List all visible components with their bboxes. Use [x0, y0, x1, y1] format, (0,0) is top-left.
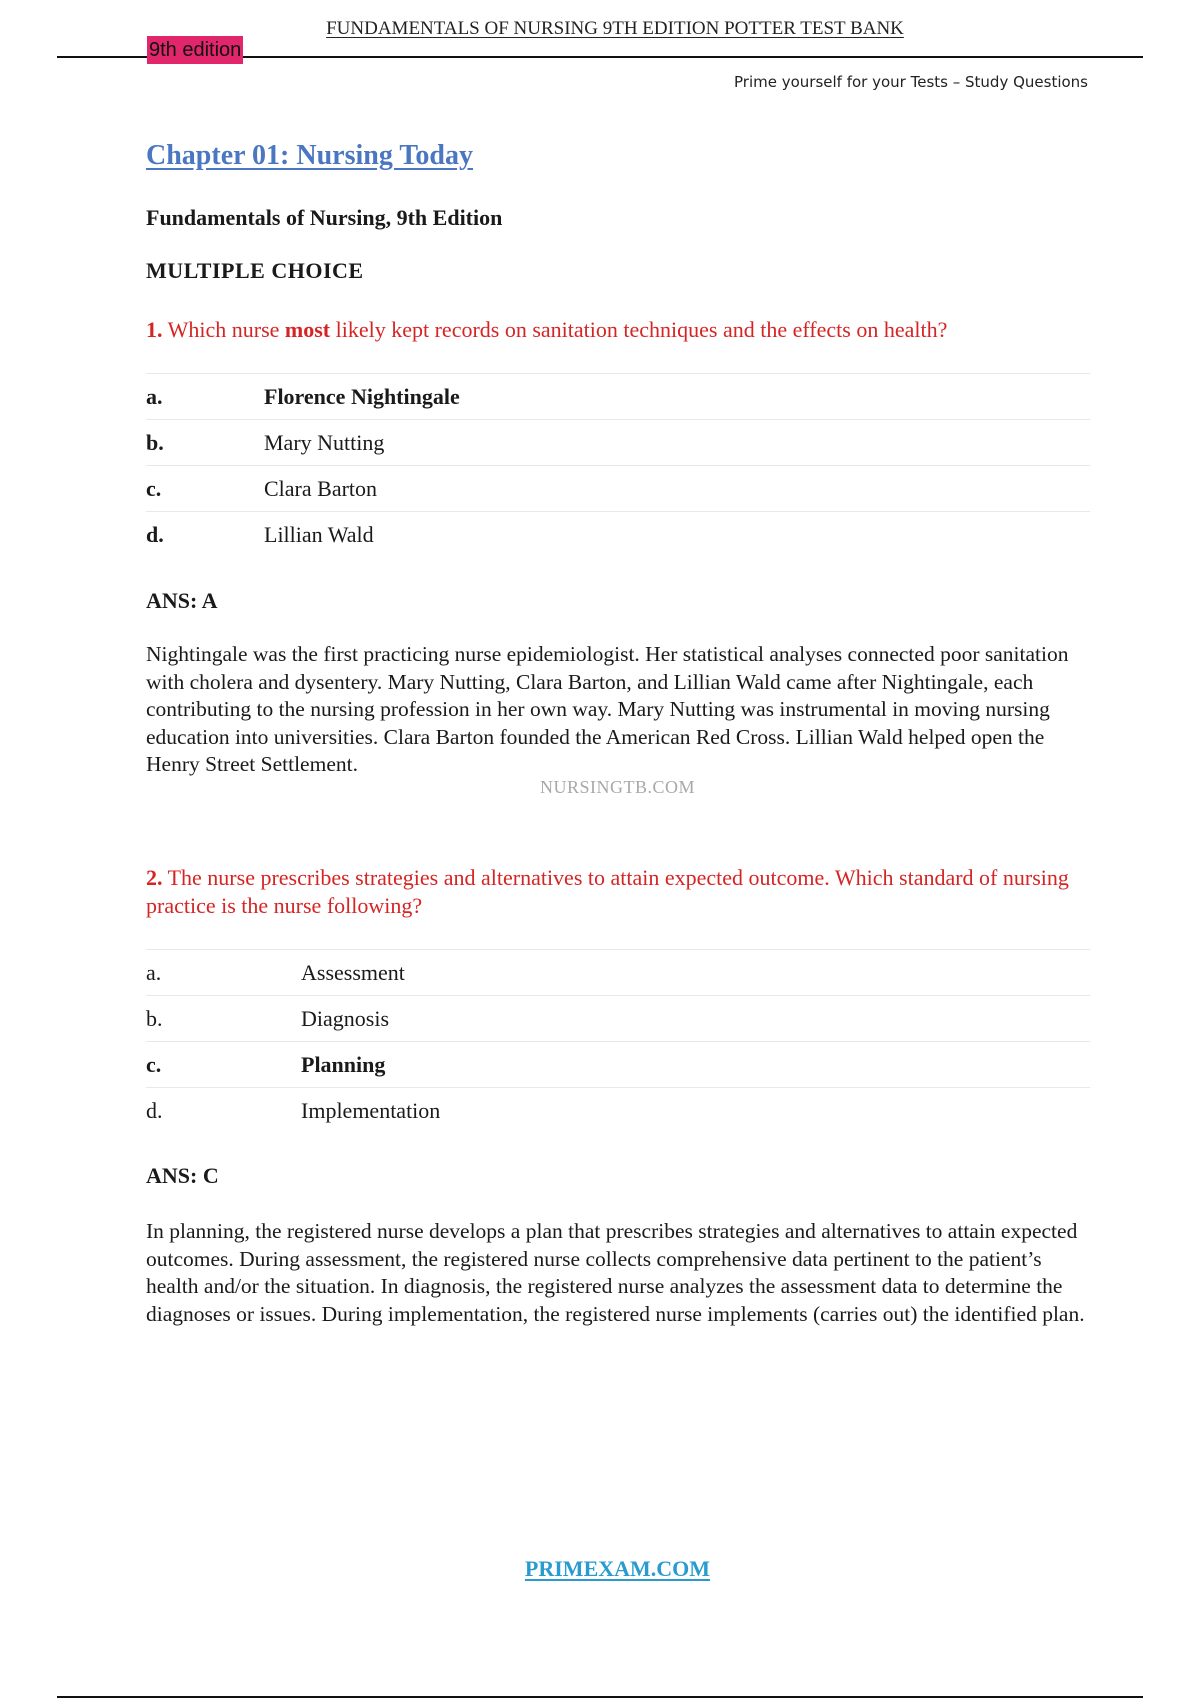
- question-2-answer: ANS: C: [146, 1163, 219, 1188]
- question-1-answer: ANS: A: [146, 588, 218, 613]
- choice-text: Assessment: [301, 960, 405, 985]
- question-number: 1.: [146, 317, 163, 342]
- choice-text: Planning: [301, 1052, 386, 1077]
- choice-text: Lillian Wald: [264, 522, 374, 547]
- choice-row: [146, 373, 1090, 419]
- choice-letter: a.: [146, 960, 162, 985]
- choice-row: [146, 465, 1090, 511]
- section-title: MULTIPLE CHOICE: [146, 258, 364, 283]
- choice-text: Florence Nightingale: [264, 384, 460, 409]
- header-title: FUNDAMENTALS OF NURSING 9TH EDITION POTTER TEST BANK: [326, 18, 904, 39]
- stem-text: Which nurse: [162, 317, 285, 342]
- footer-link[interactable]: PRIMEXAM.COM: [524, 1556, 711, 1581]
- book-title: Fundamentals of Nursing, 9th Edition: [146, 205, 503, 230]
- choice-letter: a.: [146, 384, 163, 409]
- choice-text: Implementation: [301, 1098, 441, 1123]
- stem-text: likely kept records on sanitation techniques and the effects on health?: [330, 317, 948, 342]
- question-2-rationale: In planning, the registered nurse develops a plan that prescribes strategies and alternatives to attain expected outcomes. During assessment, the registered nurse collects comprehensive data pertinent to the patient’s health and/or the situation. In diagnosis, the registered nurse analyzes the assessment data to determine the diagnoses or issues. During implementation, the registered nurse implements (carries out) the identified plan.: [146, 1219, 1085, 1326]
- choice-text: Mary Nutting: [264, 430, 385, 455]
- choice-row: [146, 1041, 1090, 1087]
- stem-text: The nurse prescribes strategies and alternatives to attain expected outcome. Which standard of nursing practice is the nurse following?: [146, 865, 1069, 918]
- choice-letter: d.: [146, 1098, 163, 1123]
- choice-text: Clara Barton: [264, 476, 378, 501]
- choice-letter: c.: [146, 476, 162, 501]
- choice-letter: b.: [146, 1006, 163, 1031]
- stem-emphasis: most: [284, 317, 331, 342]
- question-1-choices: [146, 373, 1090, 557]
- choice-row: [146, 1087, 1090, 1133]
- choice-letter: d.: [146, 522, 164, 547]
- question-2-stem: [146, 864, 1086, 920]
- choice-row: [146, 949, 1090, 995]
- question-1-rationale: Nightingale was the first practicing nurse epidemiologist. Her statistical analyses connected poor sanitation with cholera and dysentery. Mary Nutting, Clara Barton, and Lillian Wald came after Nightingale, each contributing to the nursing profession in her own way. Mary Nutting was instrumental in moving nursing education into universities. Clara Barton founded the American Red Cross. Lillian Wald helped open the Henry Street Settlement.: [146, 642, 1069, 776]
- edition-badge: 9th edition: [147, 36, 243, 64]
- choice-letter: b.: [146, 430, 164, 455]
- question-number: 2.: [146, 865, 163, 890]
- choice-text: Diagnosis: [301, 1006, 389, 1031]
- chapter-title-link[interactable]: Chapter 01: Nursing Today: [146, 140, 474, 171]
- choice-row: [146, 419, 1090, 465]
- question-1-stem: [146, 316, 1086, 344]
- choice-letter: c.: [146, 1052, 162, 1077]
- choice-row: [146, 995, 1090, 1041]
- header-tagline: Prime yourself for your Tests – Study Questions: [734, 73, 1088, 91]
- choice-row: [146, 511, 1090, 557]
- question-2-choices: [146, 949, 1090, 1133]
- footer-rule: [57, 1696, 1143, 1698]
- watermark: NURSINGTB.COM: [539, 777, 696, 797]
